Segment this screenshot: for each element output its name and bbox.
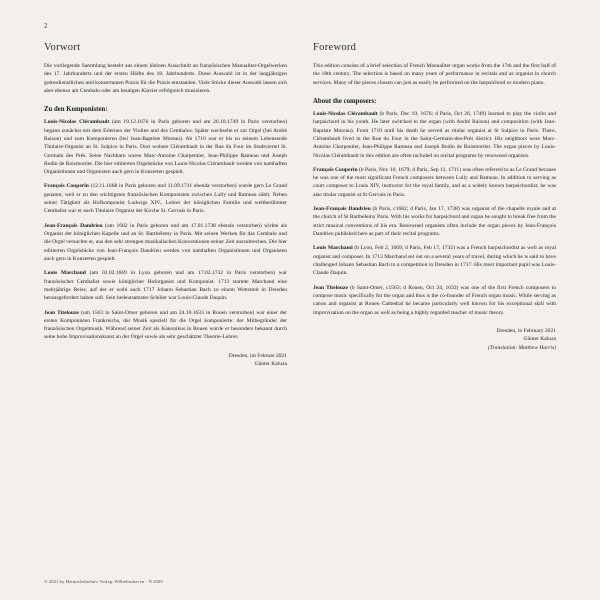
composer-entry-dandrieu-english xyxy=(313,205,556,238)
composer-text-dandrieu-german: (um 1682 in Paris geboren und am 17.01.1738 ebenda verstorben) wirkte als Organist der königlichen Kapelle und an St. Barthélemy in Paris. Mit seinen Werken für das Cembalo und die Orgel versuchte er, aus den sehr strengen musikalischen Konventionen seiner Zeit auszubrechen. Die hier editierten Orgelstücke von Jean-François Dandrieu werden von namhaften Organistinnen und Organisten auch gern in Konzerten gespielt. xyxy=(44,222,287,262)
composer-name-clerambault-english: Louis-Nicolas Clérambault xyxy=(313,110,378,117)
composer-entry-clerambault-german xyxy=(44,118,287,176)
composer-name-marchand-english: Louis Marchand xyxy=(313,245,353,252)
composer-entry-marchand-english xyxy=(313,244,556,277)
composer-entry-titelouze-german xyxy=(44,309,287,342)
composer-entry-titelouze-english xyxy=(313,284,556,317)
composer-name-titelouze-german: Jean Titelouze xyxy=(44,309,79,316)
composer-text-clerambault-german: (am 19.12.1676 in Paris geboren und am 26.10.1749 in Paris verstorben) begann zunächst mit dem Erlernen der Violine und des Cembalos. Später wechselte er zur Orgel (bei André Raison) und zum Komponieren (bei Jean-Baptiste Moreau). Ab 1710 war er bis zu seinem Lebensende Titulaire-Organist an St. Sulpice in Paris. Dort wohnte Clérambault in der Rue du Four im Stadtviertel St. Germain des Prés. Seine Nachbarn waren Marc-Antoine Charpentier, Jean-Philippe Rameau und Joseph Bodin de Boismortier. Die hier editierten Orgelstücke von Louis-Nicolas Clérambault werden von namhaften Organistinnen und Organisten auch gern in Konzerten gespielt. xyxy=(44,119,287,176)
page-title-german: Vorwort xyxy=(44,42,81,53)
two-column-layout xyxy=(44,42,556,369)
composer-name-titelouze-english: Jean Titelouze xyxy=(313,284,348,291)
composers-heading-german: Zu den Komponisten: xyxy=(44,106,108,114)
composer-name-clerambault-german: Louis-Nicolas Clérambault xyxy=(44,119,110,126)
composer-name-dandrieu-german: Jean-François Dandrieu xyxy=(44,222,103,229)
composer-name-couperin-german: François Couperin xyxy=(44,183,89,190)
signature-block-german xyxy=(44,352,287,369)
composer-text-marchand-german: (am 02.02.1669 in Lyon geboren und am 17.02.1732 in Paris verstorben) war französischer Cembalist sowie königlicher Hoforganist und Komponist. 1713 startete Marchand eine mehrjährige Reise, auf der er wohl auch 1717 Johann Sebastian Bach zu einem Wettstreit in Dresden herausgefordert haben soll. Sein bedeutsamster Schüler war Louis-Claude Daquin. xyxy=(44,270,287,302)
copyright-footer: © 2021 by Heinrichshofen's Verlag, Wilhelmshaven · N 2609 xyxy=(44,579,163,584)
composer-text-titelouze-german: (um 1563 in Saint-Omer geboren und am 24.10.1633 in Rouen verstorben) war einer der ersten Komponisten Frankreichs, der Musik speziell für die Orgel komponierte: der Mitbegründer der französischen Orgelmusik. Während seiner Zeit als Kanonikus in Rouen wurde er besonders bekannt durch seine hohe Improvisationskunst an der Orgel sowie als sehr geschätzter Theorie-Lehrer. xyxy=(44,309,287,341)
composer-entry-marchand-german xyxy=(44,269,287,302)
page-number: 2 xyxy=(44,22,48,30)
composer-entry-clerambault-english xyxy=(313,110,556,160)
composer-text-clerambault-english: (b Paris, Dec 19, 1676; d Paris, Oct 26, 1749) learned to play the violin and harpsichord in his youth. He later switched to the organ (with André Raison) and composition (with Jean-Baptiste Moreau). From 1710 until his death he served as titular organist at St Sulpice in Paris. There, Clérambault lived in the Rue du Four in the Saint-Germain-des-Prés district. His neighbors were Marc-Antoine Charpentier, Jean-Philippe Rameau and Joseph Bodin de Boismortier. The organ pieces by Louis-Nicolas Clérambault in this edition are often included on recital programs by renowned organists. xyxy=(313,110,556,159)
composer-entry-couperin-german xyxy=(44,182,287,215)
signature-place-date-english: Dresden, in February 2021 xyxy=(496,327,556,334)
composer-entry-dandrieu-german xyxy=(44,222,287,264)
intro-paragraph-english: This edition consists of a brief selection of French Manualiter organ works from the 17th and the first half of the 18th century. The selection is based on many years of performance in recitals and as organist in church services. Many of the pieces chosen can just as easily be performed on the harpsichord or modern piano. xyxy=(313,63,556,86)
signature-author-english: Günter Kaluza xyxy=(523,336,556,343)
composer-name-marchand-german: Louis Marchand xyxy=(44,270,86,277)
composer-text-dandrieu-english: (b Paris, c1682; d Paris, Jan 17, 1738) was organist of the chapelle royale and at the church of St Barthélemy Paris. With his works for harpsichord and organ he sought to break free from the strict musical conventions of his era. Renowned organists often include the organ pieces by Jean-François Dandrieu published here as part of their recital programs. xyxy=(313,206,556,237)
intro-paragraph-german: Die vorliegende Sammlung besteht aus einem kleinen Ausschnitt an französischen Manualiter-Orgelwerken des 17. Jahrhunderts und der ersten Hälfte des 18. Jahrhunderts. Diese Auswahl ist in der langjährigen gottesdienstlichen und konzertanten Praxis für die Praxis entstanden. Viele Stücke dieser Auswahl lassen sich aber ebenso am Cembalo oder am heutigen Klavier erfolgreich musizieren. xyxy=(44,63,287,94)
column-english xyxy=(313,42,556,369)
composer-text-marchand-english: (b Lyon, Feb 2, 1669; d Paris, Feb 17, 1732) was a French harpsichordist as well as royal organist and composer. In 1713 Marchand set out on a several years of travel, during which he is said to have challenged Johann Sebastian Bach to a competition in Dresden in 1717. His most important pupil was Louis-Claude Daquin. xyxy=(313,245,556,277)
composer-name-dandrieu-english: Jean-François Dandrieu xyxy=(313,206,371,213)
translator-credit: (Translation: Matthew Harris) xyxy=(487,345,556,351)
composer-name-couperin-english: François Couperin xyxy=(313,166,358,173)
composer-text-titelouze-english: (b Saint-Omer, c1563; d Rouen, Oct 24, 1633) was one of the first French composers to compose music specifically for the organ and thus is the co-founder of French organ music. While serving as canon and organist at Rouen Cathedral he became particularly well known for his exceptional skill with improvisation on the organ as well as being a highly regarded teacher of music theory. xyxy=(313,284,556,316)
composer-text-couperin-english: (b Paris, Nov 10, 1679; d Paris, Sep 11, 1711) was often referred to as Le Grand because he was one of the most significant French composers between Lully and Rameau. In addition to serving as court composer to Louis XIV, instructor for the royal family, and as a widely known harpsichordist, he was also titular organist at St Gervais in Paris. xyxy=(313,166,556,198)
page-title-english: Foreword xyxy=(313,42,357,53)
composer-entry-couperin-english xyxy=(313,166,556,199)
composers-heading-english: About the composers: xyxy=(313,97,377,105)
signature-block-english xyxy=(313,327,556,353)
signature-author-german: Günter Kaluza xyxy=(254,361,287,368)
column-german xyxy=(44,42,287,369)
signature-place-date-german: Dresden, im Februar 2021 xyxy=(228,352,287,359)
composer-text-couperin-german: (12.11.1668 in Paris geboren und 11.09.1711 ebenda verstorben) wurde gern Le Grand genannt, weil er zu den wichtigsten französischen Komponisten zwischen Lully und Rameau zählt. Neben seiner Tätigkeit als Hofkomponist Ludwigs XIV., Lehrer der königlichen Familie und weltberühmter Cembalist war er auch Titulaire Organist der Kirche St. Gervais in Paris. xyxy=(44,183,287,215)
